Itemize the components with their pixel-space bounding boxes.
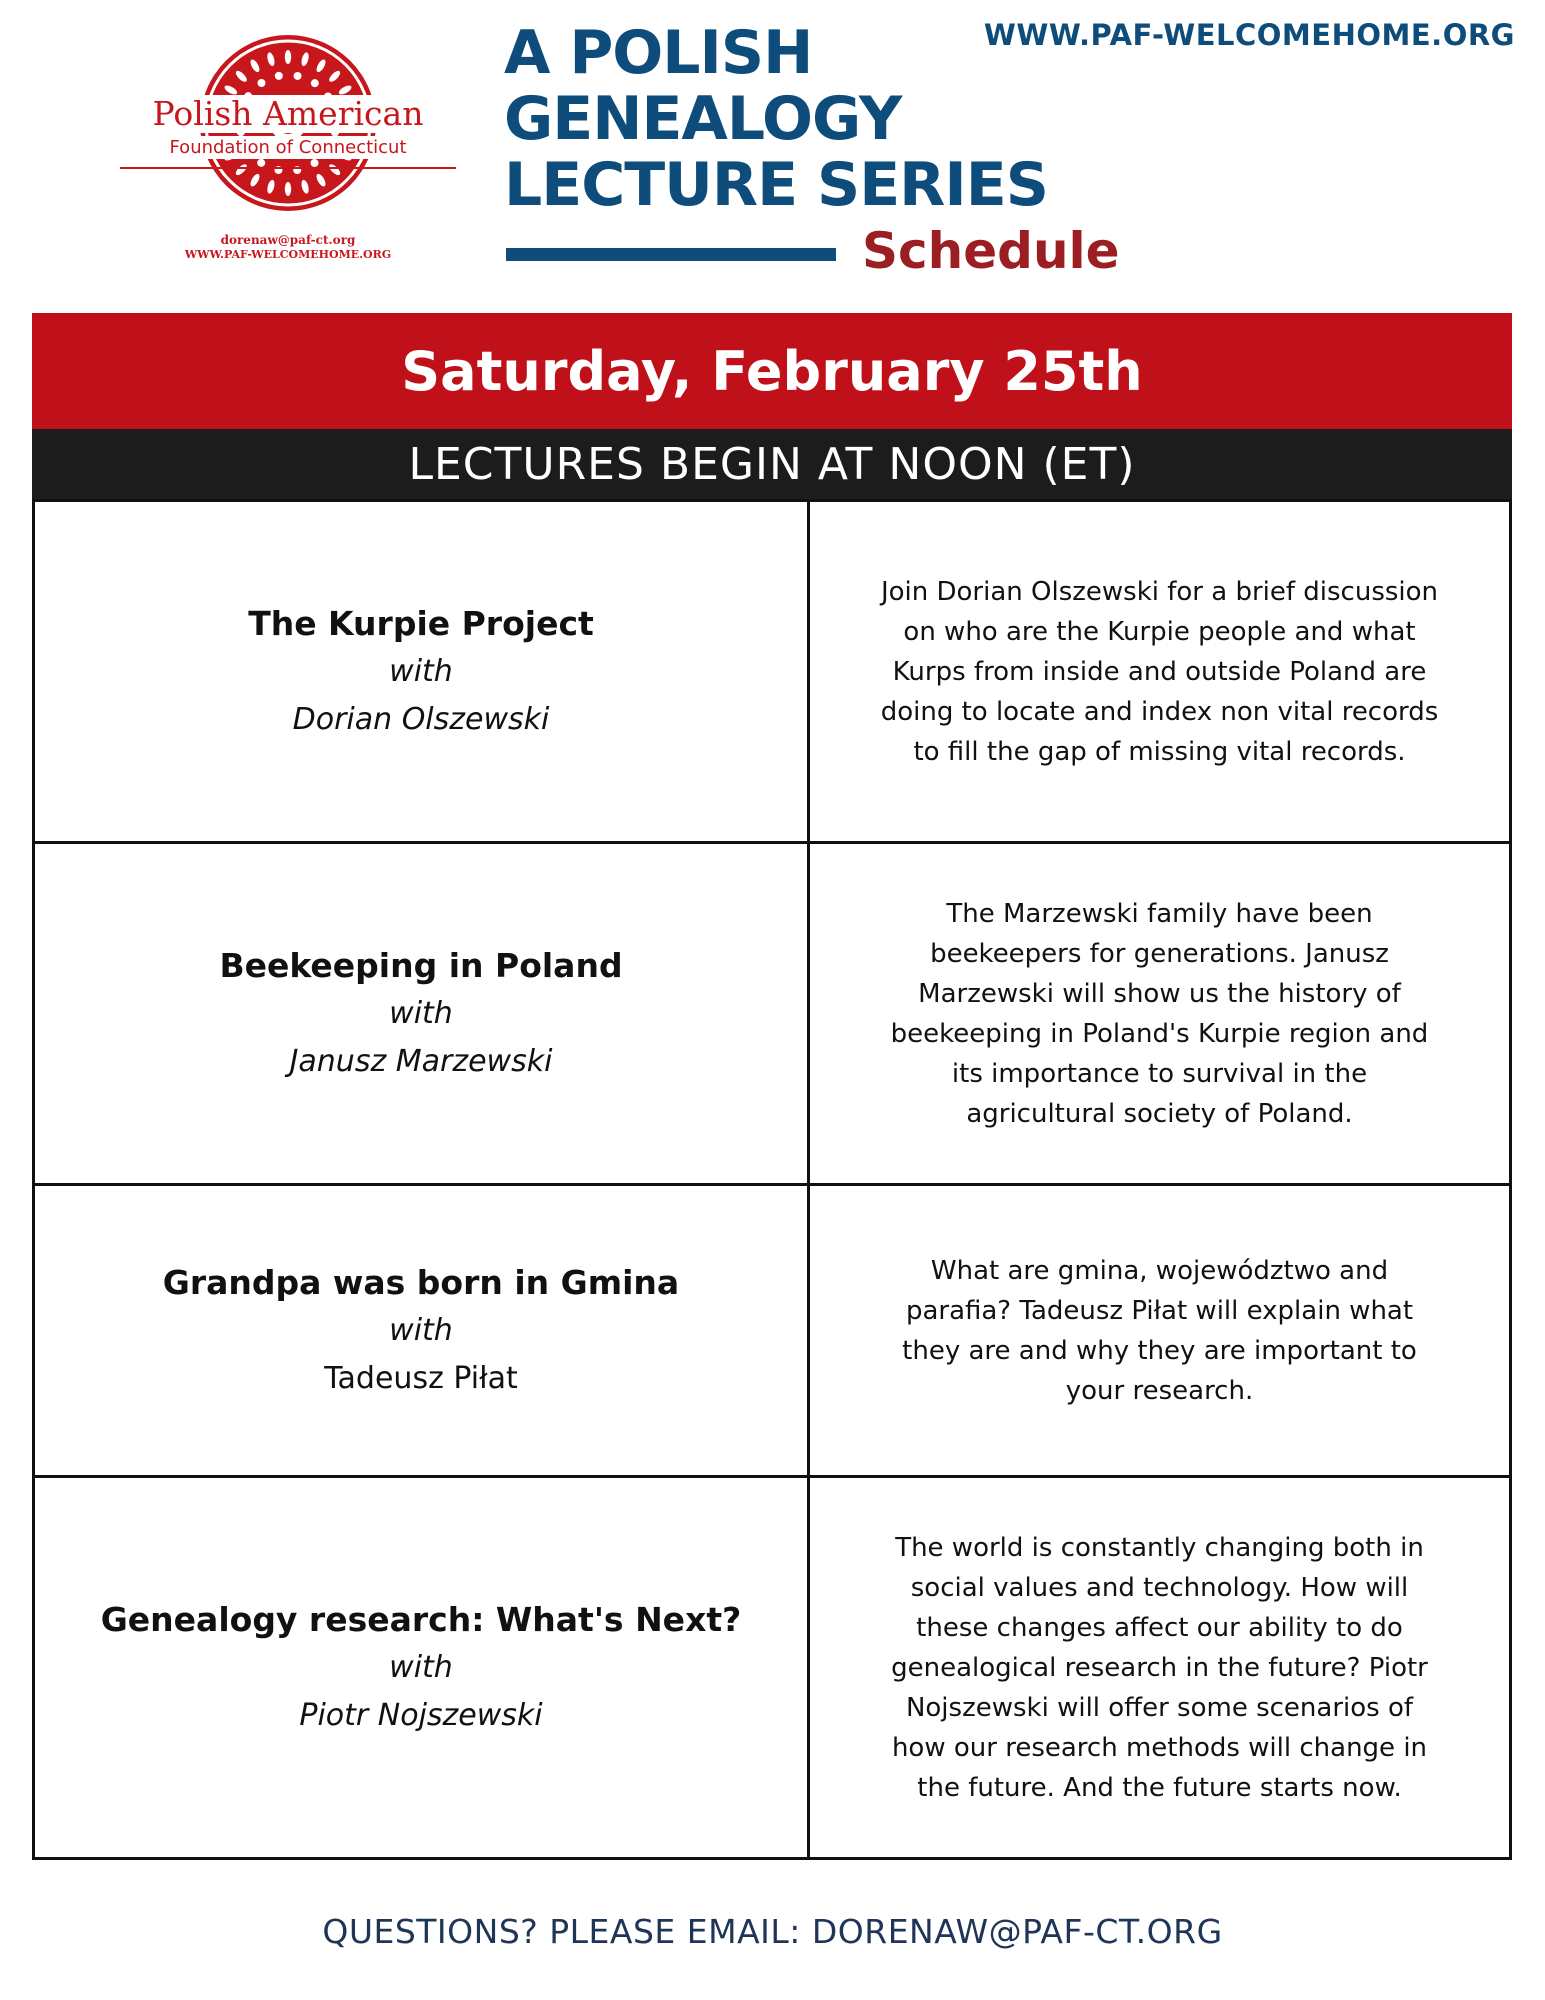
lecture-title: Genealogy research: What's Next?: [100, 1599, 742, 1639]
table-row: [34, 1185, 1511, 1477]
lecture-info-cell: [34, 501, 809, 843]
logo-subtitle: Foundation of Connecticut: [120, 136, 456, 159]
title-divider: [506, 248, 836, 261]
lecture-info-cell: [34, 1185, 809, 1477]
footer-contact: QUESTIONS? PLEASE EMAIL: DORENAW@PAF-CT.ORG: [322, 1912, 1223, 1951]
event-date: Saturday, February 25th: [401, 339, 1143, 403]
foundation-logo: [120, 28, 456, 268]
lecture-speaker: Janusz Marzewski: [289, 1044, 553, 1080]
event-date-banner: [32, 313, 1512, 429]
lecture-description-cell: [809, 1477, 1511, 1859]
lecture-speaker: Tadeusz Piłat: [324, 1361, 518, 1397]
table-row: [34, 501, 1511, 843]
logo-email: dorenaw@paf-ct.org: [220, 233, 356, 247]
lecture-description: Join Dorian Olszewski for a brief discussion on who are the Kurpie people and what Kurps from inside and outside Poland are doing to locate and index non vital records to fill the gap of missing vital records.: [880, 576, 1439, 767]
logo-url: WWW.PAF-WELCOMEHOME.ORG: [184, 248, 392, 261]
lecture-description-cell: [809, 1185, 1511, 1477]
lecture-description: The Marzewski family have been beekeepers for generations. Janusz Marzewski will show us the history of beekeeping in Poland's Kurpie region and its importance to survival in the agricultural society of Poland.: [890, 898, 1429, 1129]
series-title: [504, 20, 1048, 218]
lecture-description: The world is constantly changing both in social values and technology. How will these changes affect our ability to do genealogical research in the future? Piotr Nojszewski will offer some scenarios of how our research methods will change in the future. And the future starts now.: [891, 1532, 1428, 1803]
lecture-speaker: Piotr Nojszewski: [299, 1698, 543, 1734]
lecture-description: What are gmina, województwo and parafia? Tadeusz Piłat will explain what they are and why they are important to your research.: [902, 1255, 1417, 1406]
start-time: LECTURES BEGIN AT NOON (ET): [408, 438, 1136, 490]
table-row: [34, 843, 1511, 1185]
lecture-title: Beekeeping in Poland: [219, 945, 623, 985]
lecture-title: The Kurpie Project: [248, 603, 594, 643]
series-title-line: GENEALOGY: [504, 84, 902, 154]
lecture-description-cell: [809, 501, 1511, 843]
series-title-line: LECTURE SERIES: [504, 150, 1048, 220]
lecture-speaker: Dorian Olszewski: [292, 702, 550, 738]
lecture-with: with: [389, 1313, 453, 1349]
lecture-with: with: [389, 996, 453, 1032]
lecture-info-cell: [34, 1477, 809, 1859]
table-row: [34, 1477, 1511, 1859]
lecture-info-cell: [34, 843, 809, 1185]
site-url: WWW.PAF-WELCOMEHOME.ORG: [983, 18, 1515, 52]
series-title-line: A POLISH: [504, 18, 813, 88]
lecture-with: with: [389, 654, 453, 690]
lecture-description-cell: [809, 843, 1511, 1185]
lecture-title: Grandpa was born in Gmina: [162, 1262, 680, 1302]
lecture-with: with: [389, 1650, 453, 1686]
logo-name: Polish American: [120, 95, 456, 133]
start-time-banner: [32, 429, 1512, 499]
lecture-schedule-table: [32, 499, 1512, 1860]
schedule-label: Schedule: [862, 222, 1120, 280]
